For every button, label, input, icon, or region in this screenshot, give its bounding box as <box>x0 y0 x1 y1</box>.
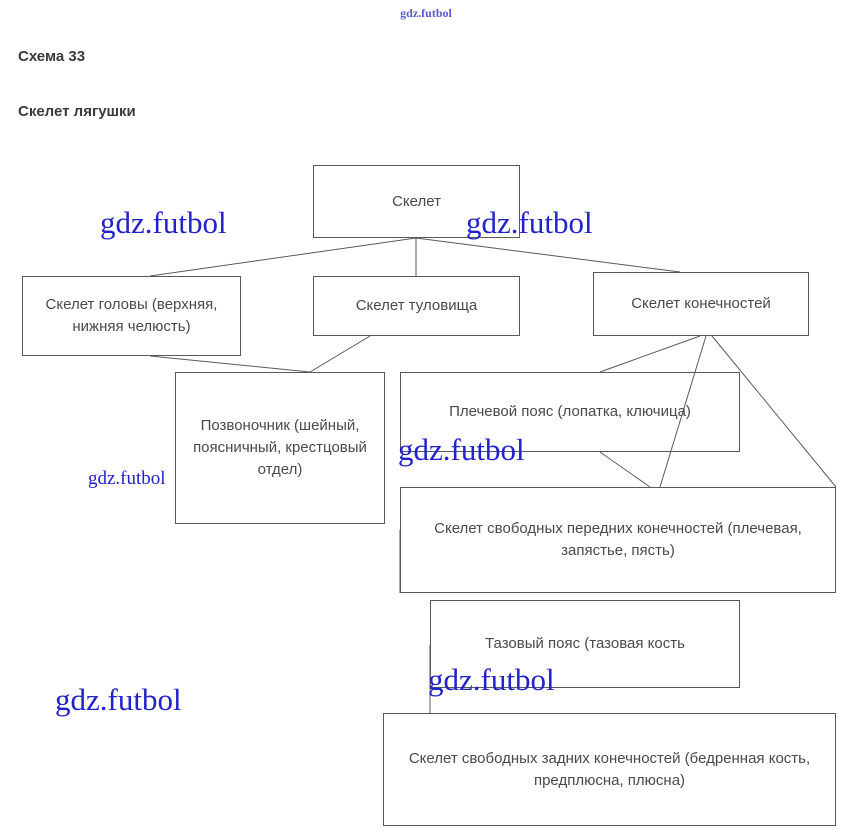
watermark-text: gdz.futbol <box>88 468 166 489</box>
watermark-text: gdz.futbol <box>100 205 227 240</box>
connector-skeleton-to-limbs <box>416 238 680 272</box>
node-trunk: Скелет туловища <box>313 276 520 336</box>
page-title: Схема 33 <box>18 48 86 65</box>
node-pelvis: Тазовый пояс (тазовая кость <box>430 600 740 688</box>
watermark-text: gdz.futbol <box>55 682 182 717</box>
connector-skeleton-to-head <box>150 238 416 276</box>
connector-shoulder-to-forelimbs <box>600 452 650 487</box>
node-forelimbs: Скелет свободных передних конечностей (плечевая, запястье, пясть) <box>400 487 836 593</box>
node-hindlimbs: Скелет свободных задних конечностей (бедренная кость, предплюсна, плюсна) <box>383 713 836 826</box>
node-shoulder: Плечевой пояс (лопатка, ключица) <box>400 372 740 452</box>
page-subtitle: Скелет лягушки <box>18 103 136 120</box>
node-spine: Позвоночник (шейный, поясничный, крестцовый отдел) <box>175 372 385 524</box>
node-head: Скелет головы (верхняя, нижняя челюсть) <box>22 276 241 356</box>
node-skeleton: Скелет <box>313 165 520 238</box>
connector-limbs-to-shoulder <box>600 336 700 372</box>
connector-head-to-spine <box>150 356 310 372</box>
watermark-top: gdz.futbol <box>400 6 452 20</box>
node-limbs: Скелет конечностей <box>593 272 809 336</box>
watermark-text: gdz.futbol <box>398 432 525 467</box>
connector-trunk-to-spine <box>310 336 370 372</box>
watermark-text: gdz.futbol <box>466 205 593 240</box>
watermark-text: gdz.futbol <box>428 662 555 697</box>
